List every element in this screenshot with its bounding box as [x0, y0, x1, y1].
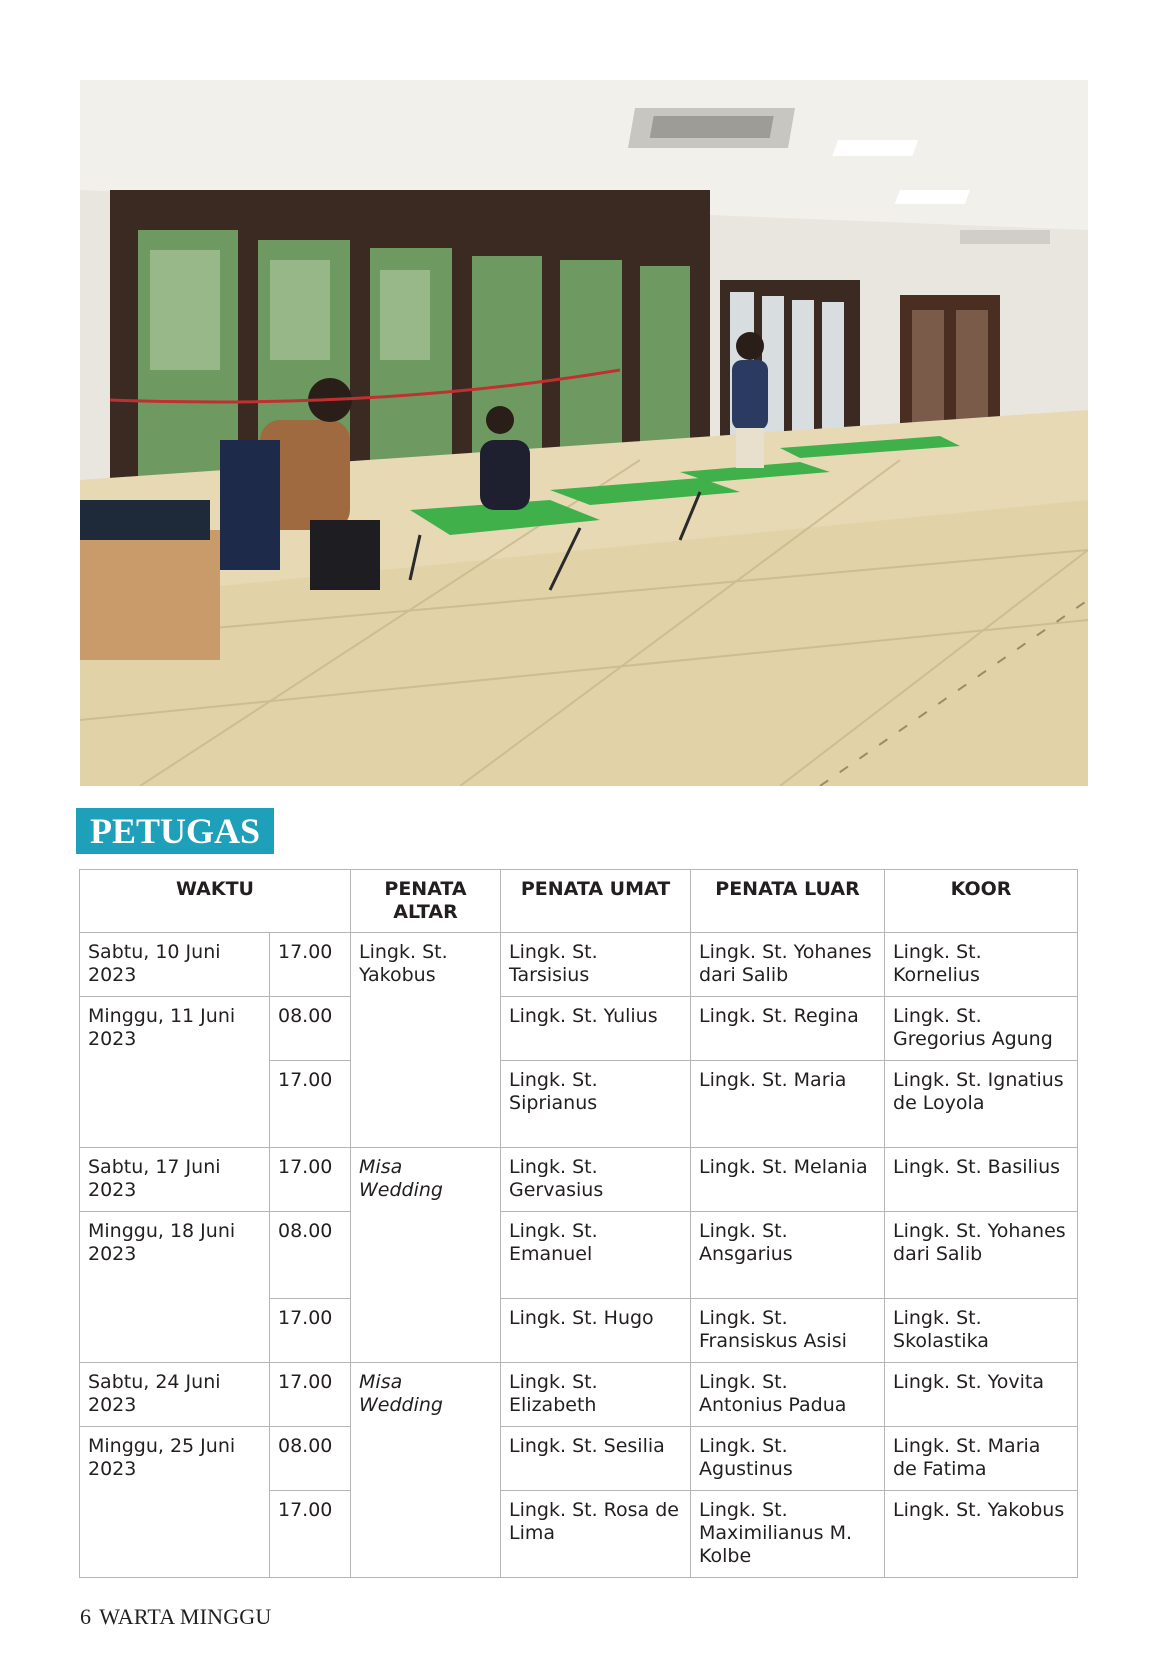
- cell-date: Sabtu, 24 Juni 2023: [80, 1363, 270, 1427]
- cell-time: 17.00: [270, 1363, 351, 1427]
- cell-penata-umat: Lingk. St. Elizabeth: [501, 1363, 691, 1427]
- table-row: [80, 1148, 1078, 1212]
- cell-date: Minggu, 11 Juni 2023: [80, 997, 270, 1148]
- cell-koor: Lingk. St. Yohanes dari Salib: [885, 1212, 1078, 1299]
- cell-penata-luar: Lingk. St. Melania: [691, 1148, 885, 1212]
- header-penata-umat: PENATA UMAT: [501, 870, 691, 933]
- page-footer: [80, 1604, 279, 1630]
- cell-penata-umat: Lingk. St. Sesilia: [501, 1427, 691, 1491]
- cell-date: Minggu, 25 Juni 2023: [80, 1427, 270, 1578]
- schedule-table: [79, 869, 1078, 1578]
- cell-penata-luar: Lingk. St. Yohanes dari Salib: [691, 933, 885, 997]
- cell-time: 17.00: [270, 1061, 351, 1148]
- cell-date: Sabtu, 17 Juni 2023: [80, 1148, 270, 1212]
- cell-koor: Lingk. St. Kornelius: [885, 933, 1078, 997]
- cell-penata-altar: Misa Wedding: [351, 1148, 501, 1363]
- cell-penata-luar: Lingk. St. Maria: [691, 1061, 885, 1148]
- cell-time: 08.00: [270, 1427, 351, 1491]
- cell-penata-altar: Misa Wedding: [351, 1363, 501, 1578]
- cell-penata-luar: Lingk. St. Maximilianus M. Kolbe: [691, 1491, 885, 1578]
- hall-photo-illustration: [80, 80, 1088, 786]
- cell-time: 17.00: [270, 1148, 351, 1212]
- cell-date: Minggu, 18 Juni 2023: [80, 1212, 270, 1363]
- cell-koor: Lingk. St. Ignatius de Loyola: [885, 1061, 1078, 1148]
- table-row: [80, 997, 1078, 1061]
- cell-penata-luar: Lingk. St. Agustinus: [691, 1427, 885, 1491]
- hall-photo: [80, 80, 1088, 786]
- cell-koor: Lingk. St. Basilius: [885, 1148, 1078, 1212]
- cell-penata-umat: Lingk. St. Rosa de Lima: [501, 1491, 691, 1578]
- cell-koor: Lingk. St. Yakobus: [885, 1491, 1078, 1578]
- cell-time: 17.00: [270, 933, 351, 997]
- publication-name: WARTA MINGGU: [99, 1604, 272, 1629]
- page-number: 6: [80, 1604, 92, 1629]
- cell-penata-umat: Lingk. St. Gervasius: [501, 1148, 691, 1212]
- cell-penata-luar: Lingk. St. Antonius Padua: [691, 1363, 885, 1427]
- table-header-row: [80, 870, 1078, 933]
- header-penata-luar: PENATA LUAR: [691, 870, 885, 933]
- cell-penata-umat: Lingk. St. Yulius: [501, 997, 691, 1061]
- cell-koor: Lingk. St. Yovita: [885, 1363, 1078, 1427]
- cell-date: Sabtu, 10 Juni 2023: [80, 933, 270, 997]
- table-row: [80, 933, 1078, 997]
- cell-penata-umat: Lingk. St. Hugo: [501, 1299, 691, 1363]
- header-waktu: WAKTU: [80, 870, 351, 933]
- table-row: [80, 1363, 1078, 1427]
- header-koor: KOOR: [885, 870, 1078, 933]
- cell-penata-altar: Lingk. St. Yakobus: [351, 933, 501, 1148]
- cell-penata-luar: Lingk. St. Fransiskus Asisi: [691, 1299, 885, 1363]
- cell-time: 17.00: [270, 1491, 351, 1578]
- cell-time: 08.00: [270, 997, 351, 1061]
- cell-koor: Lingk. St. Gregorius Agung: [885, 997, 1078, 1061]
- table-row: [80, 1427, 1078, 1491]
- cell-penata-umat: Lingk. St. Tarsisius: [501, 933, 691, 997]
- cell-penata-luar: Lingk. St. Ansgarius: [691, 1212, 885, 1299]
- cell-koor: Lingk. St. Skolastika: [885, 1299, 1078, 1363]
- header-penata-altar: PENATA ALTAR: [351, 870, 501, 933]
- cell-time: 08.00: [270, 1212, 351, 1299]
- section-title: PETUGAS: [76, 808, 274, 854]
- cell-time: 17.00: [270, 1299, 351, 1363]
- cell-penata-umat: Lingk. St. Emanuel: [501, 1212, 691, 1299]
- cell-koor: Lingk. St. Maria de Fatima: [885, 1427, 1078, 1491]
- table-row: [80, 1212, 1078, 1299]
- cell-penata-luar: Lingk. St. Regina: [691, 997, 885, 1061]
- cell-penata-umat: Lingk. St. Siprianus: [501, 1061, 691, 1148]
